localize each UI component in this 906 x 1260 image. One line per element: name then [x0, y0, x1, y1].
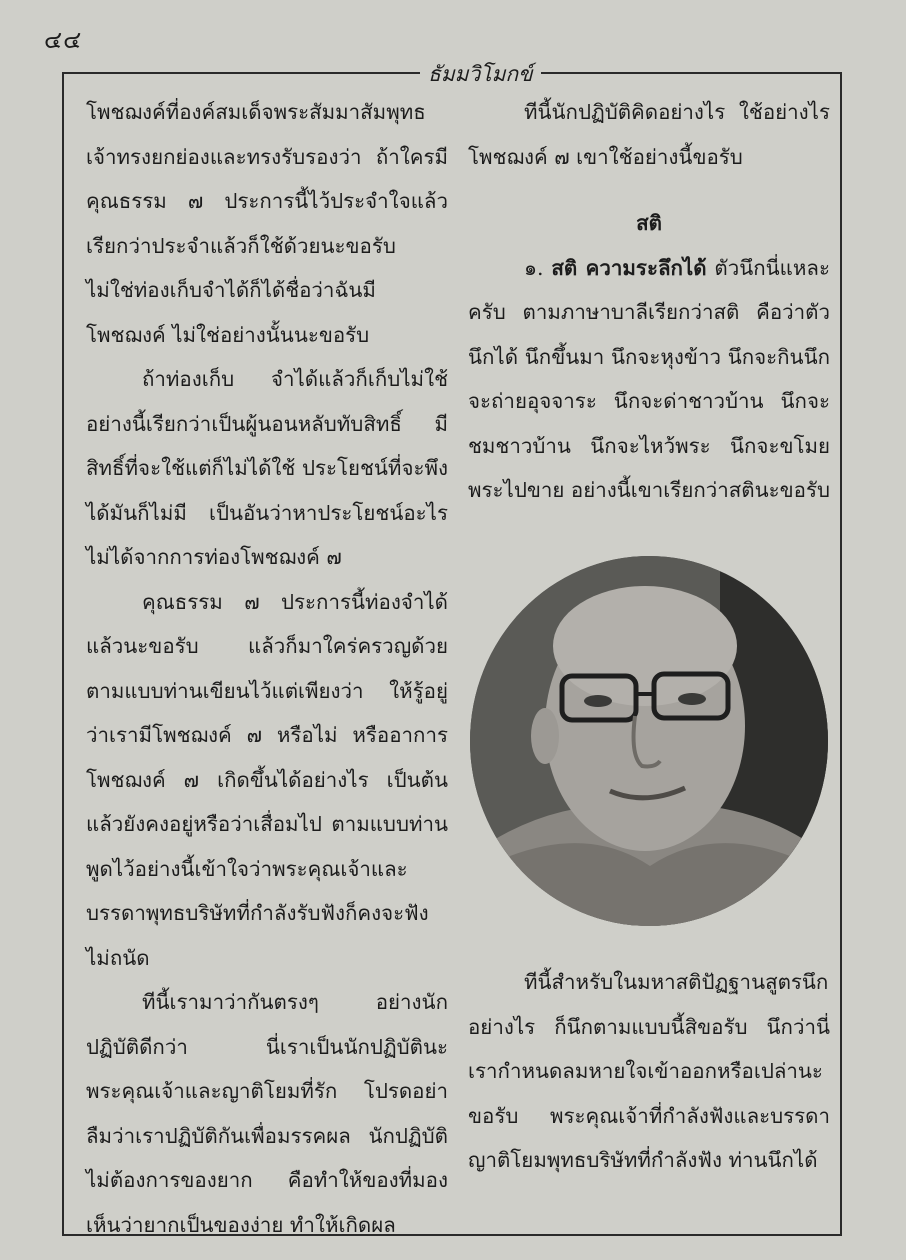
- numbered-item: [468, 246, 830, 513]
- item-term: สติ ความระลึกได้: [551, 255, 707, 280]
- page-number: ๔๔: [44, 26, 83, 54]
- left-column: [86, 90, 448, 1247]
- paragraph: ทีนี้เรามาว่ากันตรงๆ อย่างนักปฏิบัติดีกว่า นี่เราเป็นนักปฏิบัตินะ พระคุณเจ้าและญาติโยมที่รัก โปรดอย่าลืมว่าเราปฏิบัติกันเพื่อมรรคผล นักปฏิบัติไม่ต้องการของยาก คือทำให้ของที่มองเห็นว่ายากเป็นของง่าย ทำให้เกิดผล: [86, 990, 448, 1237]
- item-text: ตัวนึกนี่แหละครับ ตามภาษาบาลีเรียกว่าสติ คือว่าตัวนึกได้ นึกขึ้นมา นึกจะหุงข้าว นึกจะกินนึกจะถ่ายอุจจาระ นึกจะด่าชาวบ้าน นึกจะชมชาวบ้าน นึกจะไหว้พระ นึกจะขโมยพระไปขาย อย่างนี้เขาเรียกว่าสตินะขอรับ: [468, 255, 830, 502]
- paragraph: โพชฌงค์ที่องค์สมเด็จพระสัมมาสัมพุทธเจ้าทรงยกย่องและทรงรับรองว่า ถ้าใครมีคุณธรรม ๗ ประการนี้ไว้ประจำใจแล้วเรียกว่าประจำแล้วก็ใช้ด้วยนะขอรับ ไม่ใช่ท่องเก็บจำได้ก็ได้ชื่อว่าฉันมีโพชฌงค์ ไม่ใช่อย่างนั้นนะขอรับ: [86, 100, 448, 347]
- portrait-illustration: [470, 556, 828, 926]
- item-number: ๑.: [524, 255, 544, 280]
- paragraph: ทีนี้นักปฏิบัติคิดอย่างไร ใช้อย่างไรโพชฌงค์ ๗ เขาใช้อย่างนี้ขอรับ: [468, 100, 830, 169]
- right-column: [468, 90, 830, 513]
- paragraph: คุณธรรม ๗ ประการนี้ท่องจำได้แล้วนะขอรับ แล้วก็มาใคร่ครวญด้วย ตามแบบท่านเขียนไว้แต่เพียงว่า ให้รู้อยู่ว่าเรามีโพชฌงค์ ๗ หรือไม่ หรืออาการโพชฌงค์ ๗ เกิดขึ้นได้อย่างไร เป็นต้น แล้วยังคงอยู่หรือว่าเสื่อมไป ตามแบบท่านพูดไว้อย่างนี้เข้าใจว่าพระคุณเจ้าและบรรดาพุทธบริษัทที่กำลังรับฟังก็คงจะฟังไม่ถนัด: [86, 589, 448, 970]
- monk-portrait-photo: [470, 556, 828, 926]
- right-column-bottom: [468, 960, 830, 1183]
- running-header-title: ธัมมวิโมกข์: [420, 58, 541, 91]
- section-heading: สติ: [636, 211, 662, 235]
- paragraph: ถ้าท่องเก็บ จำได้แล้วก็เก็บไม่ใช้ อย่างนี้เรียกว่าเป็นผู้นอนหลับทับสิทธิ์ มีสิทธิ์ที่จะใช้แต่ก็ไม่ได้ใช้ ประโยชน์ที่จะพึงได้มันก็ไม่มี เป็นอันว่าหาประโยชน์อะไรไม่ได้จากการท่องโพชฌงค์ ๗: [86, 367, 448, 569]
- paragraph: ทีนี้สำหรับในมหาสติปัฏฐานสูตรนึกอย่างไร ก็นึกตามแบบนี้สิขอรับ นึกว่านี่เรากำหนดลมหายใจเข้าออกหรือเปล่านะขอรับ พระคุณเจ้าที่กำลังฟังและบรรดาญาติโยมพุทธบริษัทที่กำลังฟัง ท่านนึกได้: [468, 970, 830, 1172]
